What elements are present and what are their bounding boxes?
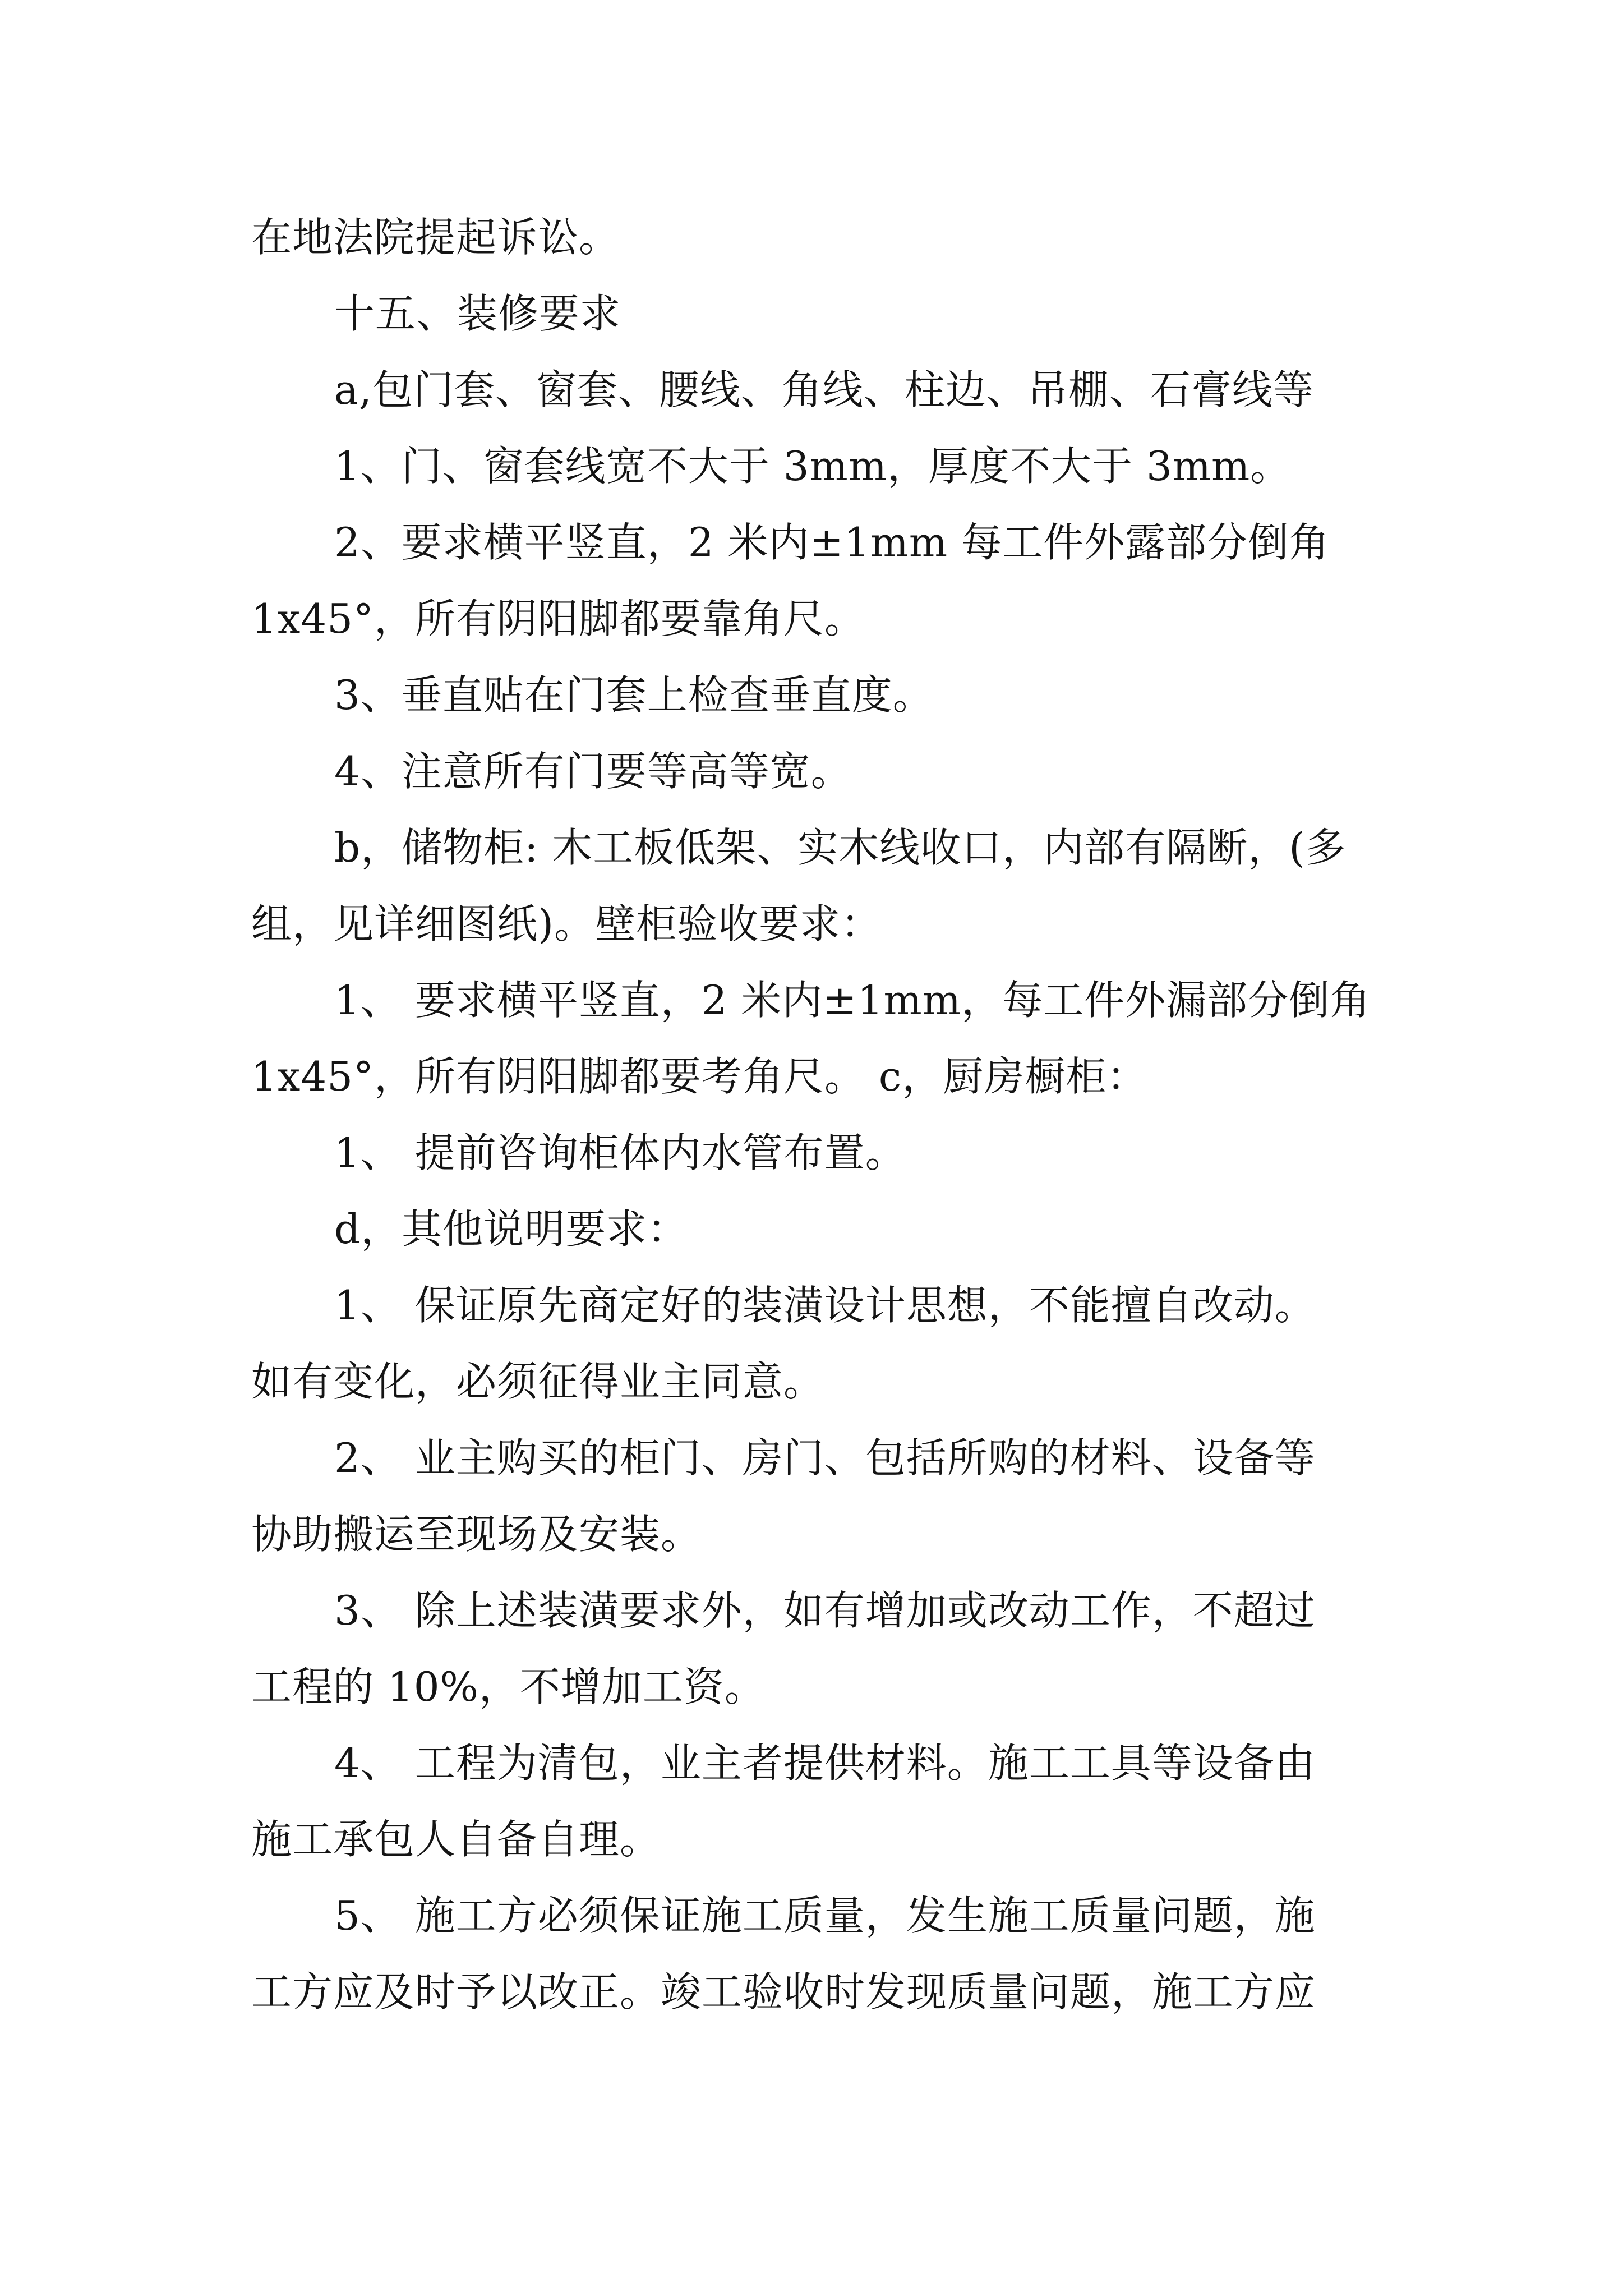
item-a-heading: a,包门套、窗套、腰线、角线、柱边、吊棚、石膏线等 <box>334 366 1314 413</box>
item-b-1-cont: 1x45°，所有阴阳脚都要考角尺。 c，厨房橱柜： <box>251 1053 1148 1100</box>
item-b-heading-cont: 组，见详细图纸)。壁柜验收要求： <box>251 900 882 947</box>
item-c-1: 1、 提前咨询柜体内水管布置。 <box>334 1129 906 1176</box>
item-d-4: 4、 工程为清包，业主者提供材料。施工工具等设备由 <box>334 1740 1316 1787</box>
item-d-2: 2、 业主购买的柜门、房门、包括所购的材料、设备等 <box>334 1434 1316 1481</box>
item-d-2-cont: 协助搬运至现场及安装。 <box>251 1511 702 1558</box>
item-d-1: 1、 保证原先商定好的装潢设计思想，不能擅自改动。 <box>334 1282 1316 1329</box>
item-d-3: 3、 除上述装潢要求外，如有增加或改动工作，不超过 <box>334 1587 1316 1634</box>
item-a-1: 1、门、窗套线宽不大于 3mm，厚度不大于 3mm。 <box>334 443 1292 490</box>
item-a-3: 3、垂直贴在门套上检查垂直度。 <box>334 671 934 719</box>
item-b-heading: b，储物柜: 木工板低架、实木线收口，内部有隔断，(多 <box>334 824 1347 871</box>
item-d-heading: d，其他说明要求： <box>334 1205 689 1253</box>
item-d-5: 5、 施工方必须保证施工质量，发生施工质量问题，施 <box>334 1892 1316 1939</box>
item-d-4-cont: 施工承包人自备自理。 <box>251 1816 661 1863</box>
item-a-2: 2、要求横平竖直，2 米内±1mm 每工件外露部分倒角 <box>334 519 1330 566</box>
text-line-continuation: 在地法院提起诉讼。 <box>251 214 620 261</box>
item-d-5-cont: 工方应及时予以改正。竣工验收时发现质量问题，施工方应 <box>251 1968 1316 2016</box>
item-b-1: 1、 要求横平竖直，2 米内±1mm，每工件外漏部分倒角 <box>334 977 1371 1024</box>
section-heading-15: 十五、装修要求 <box>334 290 621 337</box>
item-d-1-cont: 如有变化，必须征得业主同意。 <box>251 1358 825 1405</box>
item-a-2-cont: 1x45°，所有阴阳脚都要靠角尺。 <box>251 595 866 642</box>
item-d-3-cont: 工程的 10%，不增加工资。 <box>251 1663 766 1710</box>
item-a-4: 4、注意所有门要等高等宽。 <box>334 748 852 795</box>
